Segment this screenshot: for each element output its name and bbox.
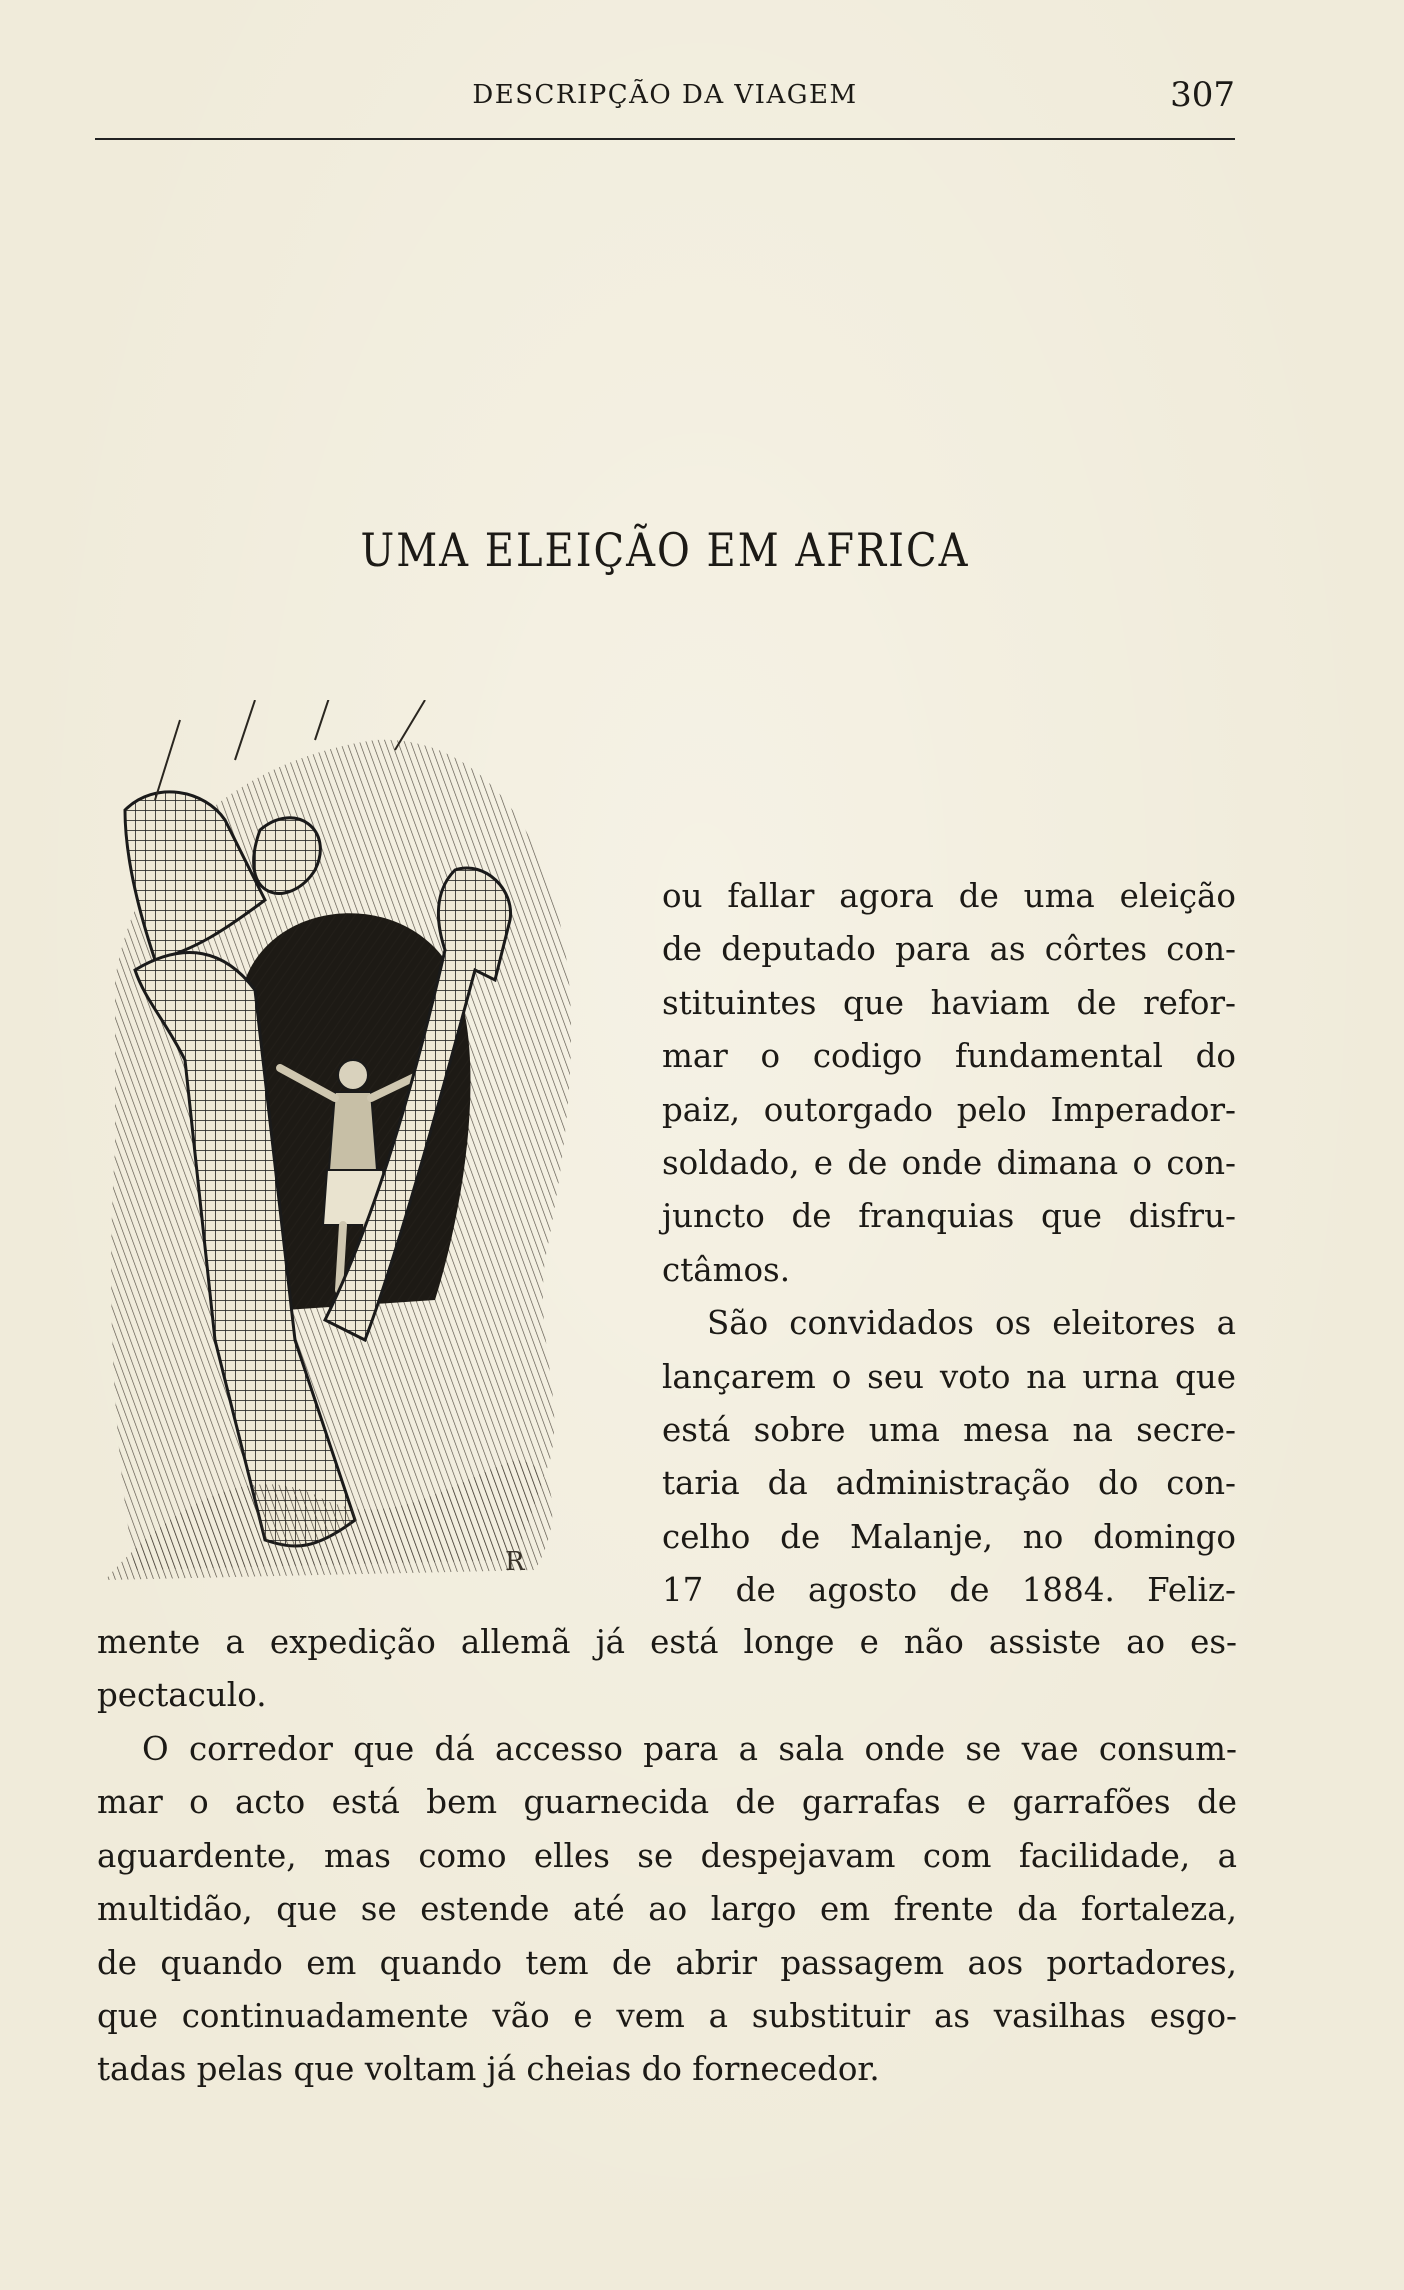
text-line: está sobre uma mesa na secre-	[662, 1411, 1236, 1450]
text-line: lançarem o seu voto na urna que	[662, 1357, 1236, 1396]
text-line: tadas pelas que voltam já cheias do fornecedor.	[97, 2050, 880, 2089]
text-line: que continuadamente vão e vem a substituir as vasilhas esgo-	[97, 1997, 1237, 2036]
text-line: ou fallar agora de uma eleição	[662, 877, 1236, 915]
third-paragraph	[97, 1723, 1237, 2097]
text-line: celho de Malanje, no domingo	[662, 1517, 1236, 1556]
text-line: de quando em quando tem de abrir passagem aos portadores,	[97, 1943, 1237, 1982]
text-line: São convidados os eleitores a	[707, 1304, 1236, 1343]
text-line: juncto de franquias que disfru-	[662, 1197, 1236, 1236]
illustration-svg	[95, 700, 620, 1605]
text-line: O corredor que dá accesso para a sala onde se vae consum-	[142, 1730, 1237, 1768]
text-line: multidão, que se estende até ao largo em frente da fortaleza,	[97, 1890, 1237, 1929]
text-line: mar o codigo fundamental do	[662, 1037, 1236, 1076]
wrapped-paragraph	[662, 870, 1236, 1618]
text-line: pectaculo.	[97, 1676, 267, 1715]
text-line: aguardente, mas como elles se despejavam com facilidade, a	[97, 1836, 1237, 1875]
text-line: stituintes que haviam de refor-	[662, 983, 1236, 1022]
text-line: mente a expedição allemã já está longe e não assiste ao es-	[97, 1623, 1237, 1661]
text-line: de deputado para as côrtes con-	[662, 930, 1236, 969]
page-number: 307	[1170, 75, 1235, 115]
text-line: paiz, outorgado pelo Imperador-	[662, 1090, 1236, 1129]
text-line: soldado, e de onde dimana o con-	[662, 1144, 1236, 1183]
text-line: mar o acto está bem guarnecida de garrafas e garrafões de	[97, 1783, 1237, 1822]
page-header	[95, 70, 1235, 120]
illustrator-signature: R	[505, 1547, 525, 1577]
text-line: ctâmos.	[662, 1250, 791, 1289]
text-line: taria da administração do con-	[662, 1464, 1236, 1503]
header-rule	[95, 138, 1235, 140]
continuation-paragraph	[97, 1616, 1237, 1723]
chapter-title: UMA ELEIÇÃO EM AFRICA	[360, 524, 970, 578]
running-title: DESCRIPÇÃO DA VIAGEM	[472, 80, 858, 110]
decorated-initial-v-icon	[95, 700, 620, 1605]
text-line: 17 de agosto de 1884. Feliz-	[662, 1571, 1236, 1610]
